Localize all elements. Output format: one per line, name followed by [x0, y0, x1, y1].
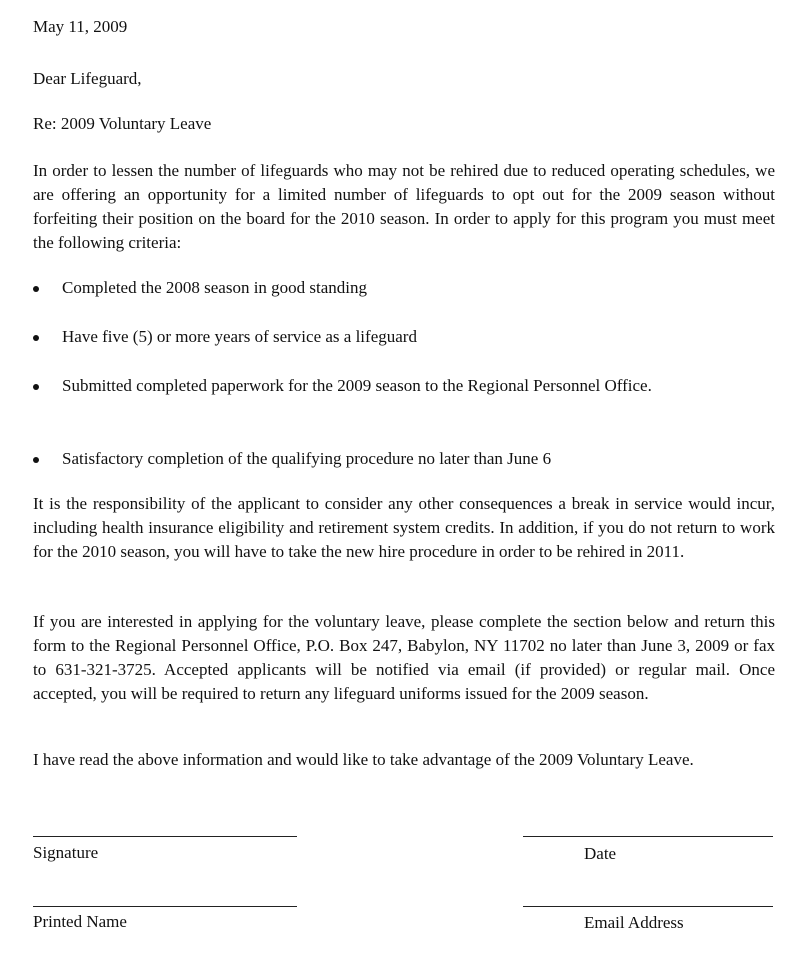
date-field[interactable]: [523, 836, 773, 837]
salutation: Dear Lifeguard,: [33, 69, 142, 88]
subject-line: Re: 2009 Voluntary Leave: [33, 114, 212, 133]
printed-name-field[interactable]: [33, 906, 297, 907]
email-address-field[interactable]: [523, 906, 773, 907]
acknowledgement-paragraph: I have read the above information and would like to take advantage of the 2009 Voluntary Leave.: [33, 750, 694, 769]
criteria-item: Completed the 2008 season in good standing: [62, 276, 775, 300]
signature-field[interactable]: [33, 836, 297, 837]
responsibility-paragraph: It is the responsibility of the applicant to consider any other consequences a break in service would incur, including health insurance eligibility and retirement system credits. In addition, if you do not return to work for the 2010 season, you will have to take the new hire procedure in order to be rehired in 2011.: [33, 494, 775, 561]
email-address-label: Email Address: [584, 913, 684, 932]
bullet-icon: [33, 457, 39, 463]
printed-name-label: Printed Name: [33, 912, 127, 931]
date-label: Date: [584, 844, 617, 863]
criteria-item: Have five (5) or more years of service as a lifeguard: [62, 325, 775, 349]
letter-date: May 11, 2009: [33, 17, 128, 36]
bullet-icon: [33, 335, 39, 341]
instructions-paragraph: If you are interested in applying for the voluntary leave, please complete the section below and return this form to the Regional Personnel Office, P.O. Box 247, Babylon, NY 11702 no later than June 3, 2009 or fax to 631-321-3725. Accepted applicants will be notified via email (if provided) or regular mail. Once accepted, you will be required to return any lifeguard uniforms issued for the 2009 season.: [33, 612, 775, 703]
signature-label: Signature: [33, 843, 99, 862]
criteria-item: Satisfactory completion of the qualifying procedure no later than June 6: [62, 447, 775, 471]
bullet-icon: [33, 384, 39, 390]
intro-paragraph: In order to lessen the number of lifeguards who may not be rehired due to reduced operating schedules, we are offering an opportunity for a limited number of lifeguards to opt out for the 2009 season without forfeiting their position on the board for the 2010 season. In order to apply for this program you must meet the following criteria:: [33, 161, 775, 252]
bullet-icon: [33, 286, 39, 292]
criteria-item: Submitted completed paperwork for the 2009 season to the Regional Personnel Office.: [62, 374, 775, 398]
